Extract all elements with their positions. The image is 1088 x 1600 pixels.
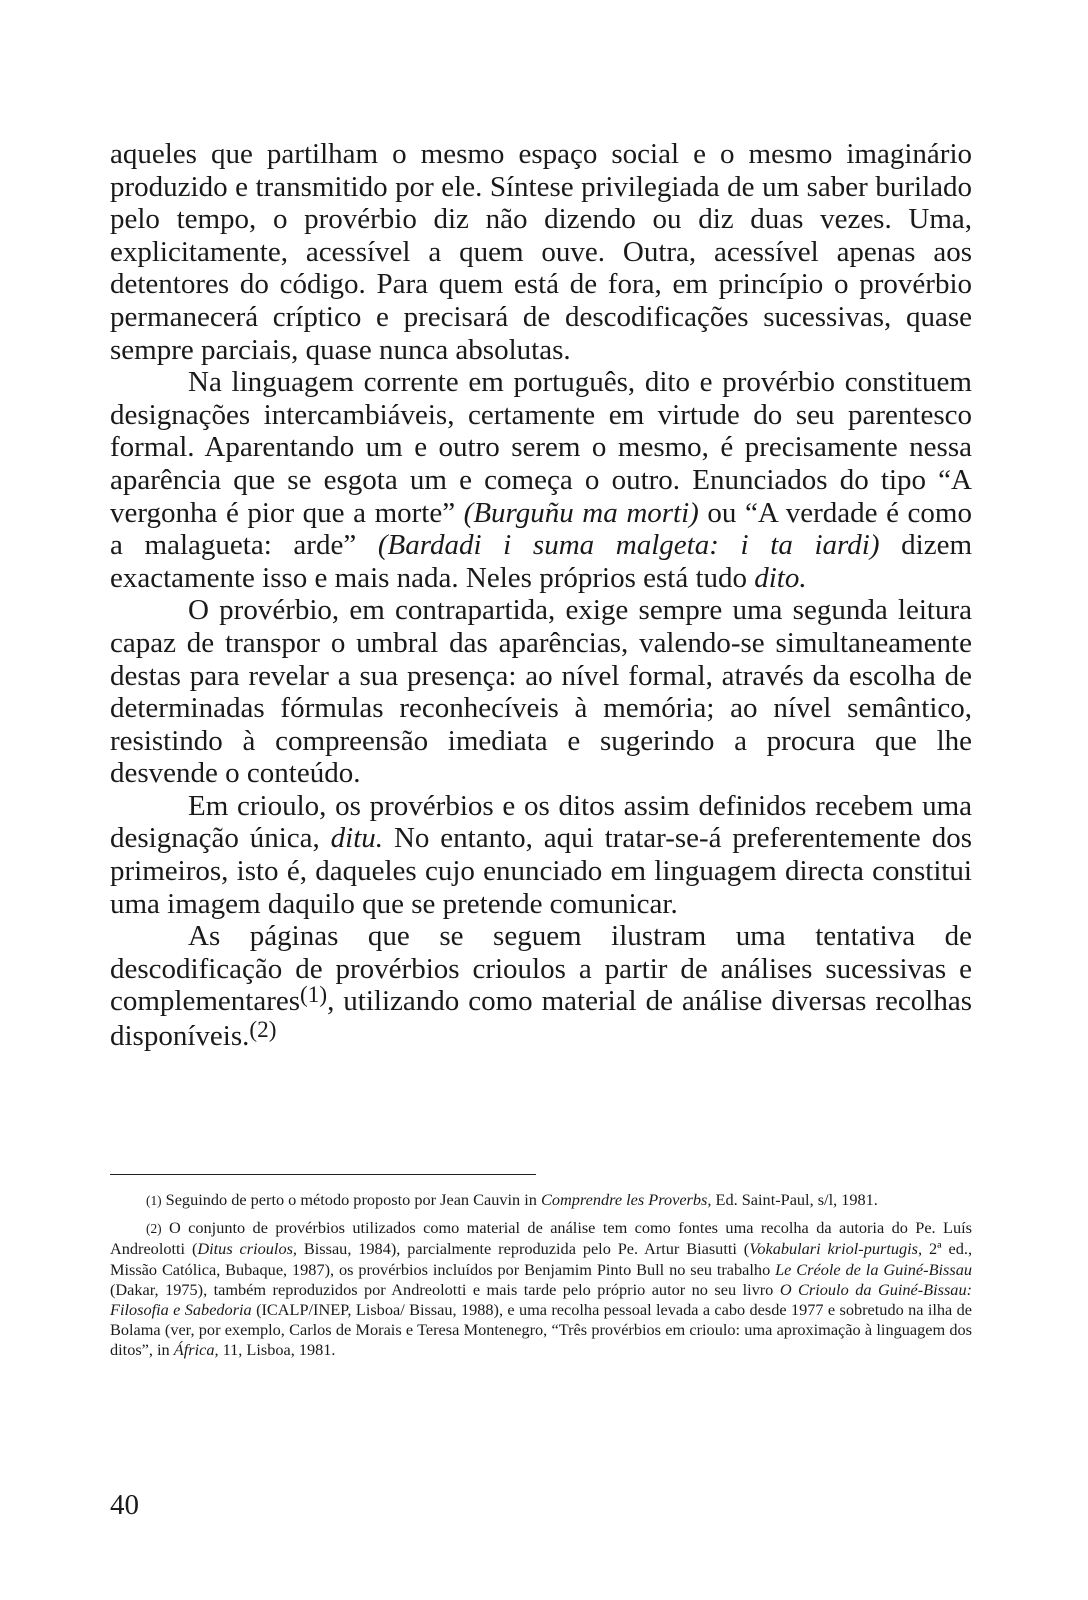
italic-text: O Crioulo da Guiné-Bissau: Filosofia e Sabedoria [110, 1279, 973, 1320]
text-run: Ed. Saint-Paul, s/l, 1981. [711, 1190, 878, 1209]
italic-text: dito. [754, 561, 807, 594]
paragraph [110, 138, 972, 366]
text-run: O provérbio, em contrapartida, exige sempre uma segunda leitura capaz de transpor o umbral das aparências, valendo-se simultaneamente destas para revelar a sua presença: ao nível formal, através da escolha de determinadas fórmulas reconhecíveis à memória; ao nível semântico, resistindo à compreensão imediata e sugerindo a procura que lhe desvende o conteúdo. [110, 594, 972, 790]
page-number: 40 [110, 1489, 139, 1521]
footnote-reference: (2) [249, 1016, 277, 1043]
text-run: Em crioulo, os provérbios e os ditos assim definidos recebem uma designação única, [110, 789, 972, 855]
text-run: (Dakar, 1975), também reproduzidos por Andreolotti e mais tarde pelo próprio autor no seu livro [110, 1279, 780, 1299]
italic-text: Vokabulari kriol-purtugis, [749, 1239, 923, 1259]
paragraph [110, 594, 972, 790]
italic-text: ditu. [330, 822, 384, 855]
text-run: No entanto, aqui tratar-se-á preferentemente dos primeiros, isto é, daqueles cujo enunciado em linguagem directa constitui uma imagem daquilo que se pretende comunicar. [110, 822, 972, 920]
body-text [110, 138, 972, 1055]
italic-text: (Bardadi i suma malgeta: i ta iardi) [377, 529, 880, 562]
footnote [110, 1190, 972, 1211]
footnote-number: (2) [146, 1221, 162, 1237]
footnotes [110, 1190, 972, 1361]
text-run: dizem exactamente isso e mais nada. Neles próprios está tudo [110, 529, 973, 594]
text-run: Na linguagem corrente em português, dito e provérbio constituem designações intercambiáveis, certamente em virtude do seu parentesco formal. Aparentando um e outro serem o mesmo, é precisamente nessa aparência que se esgota um e começa o outro. Enunciados do tipo “A vergonha é pior que a morte” [110, 366, 972, 529]
text-run: Bissau, 1984), parcialmente reproduzida pelo Pe. Artur Biasutti ( [297, 1239, 750, 1259]
italic-text: (Burguñu ma morti) [463, 496, 699, 529]
italic-text: África, [173, 1340, 219, 1360]
text-run: (ICALP/INEP, Lisboa/ Bissau, 1988), e uma recolha pessoal levada a cabo desde 1977 e sobretudo na ilha de Bolama (ver, por exemplo, Carlos de Morais e Teresa Montenegro, “Três provérbios em crioulo: uma aproximação à linguagem dos ditos”, in [110, 1300, 972, 1360]
italic-text: Comprendre les Proverbs, [540, 1190, 712, 1209]
footnote-reference: (1) [300, 982, 328, 1009]
text-run: ou “A verdade é como a malagueta: arde” [110, 496, 972, 562]
italic-text: Ditus crioulos, [197, 1239, 297, 1259]
footnote-divider [110, 1174, 536, 1175]
text-run: As páginas que se seguem ilustram uma tentativa de descodificação de provérbios crioulos a partir de análises sucessivas e complementares [110, 920, 972, 1018]
paragraph [110, 920, 972, 1054]
footnote-number: (1) [146, 1193, 162, 1208]
text-run: 2ª ed., Missão Católica, Bubaque, 1987), os provérbios incluídos por Benjamim Pinto Bull no seu trabalho [110, 1239, 973, 1279]
text-run: 11, Lisboa, 1981. [218, 1340, 336, 1360]
text-run: , utilizando como material de análise diversas recolhas disponíveis. [110, 985, 972, 1053]
text-run: Seguindo de perto o método proposto por Jean Cauvin in [161, 1190, 541, 1209]
italic-text: Le Créole de la Guiné-Bissau [775, 1259, 973, 1279]
paragraph [110, 790, 972, 920]
text-run: O conjunto de provérbios utilizados como material de análise tem como fontes uma recolha da autoria do Pe. Luís Andreolotti ( [110, 1218, 972, 1259]
footnote [110, 1218, 972, 1360]
paragraph [110, 366, 972, 594]
text-run: aqueles que partilham o mesmo espaço social e o mesmo imaginário produzido e transmitido por ele. Síntese privilegiada de um saber burilado pelo tempo, o provérbio diz não dizendo ou diz duas vezes. Uma, explicitamente, acessível a quem ouve. Outra, acessível apenas aos detentores do código. Para quem está de fora, em princípio o provérbio permanecerá críptico e precisará de descodificações sucessivas, quase sempre parciais, quase nunca absolutas. [110, 138, 972, 366]
